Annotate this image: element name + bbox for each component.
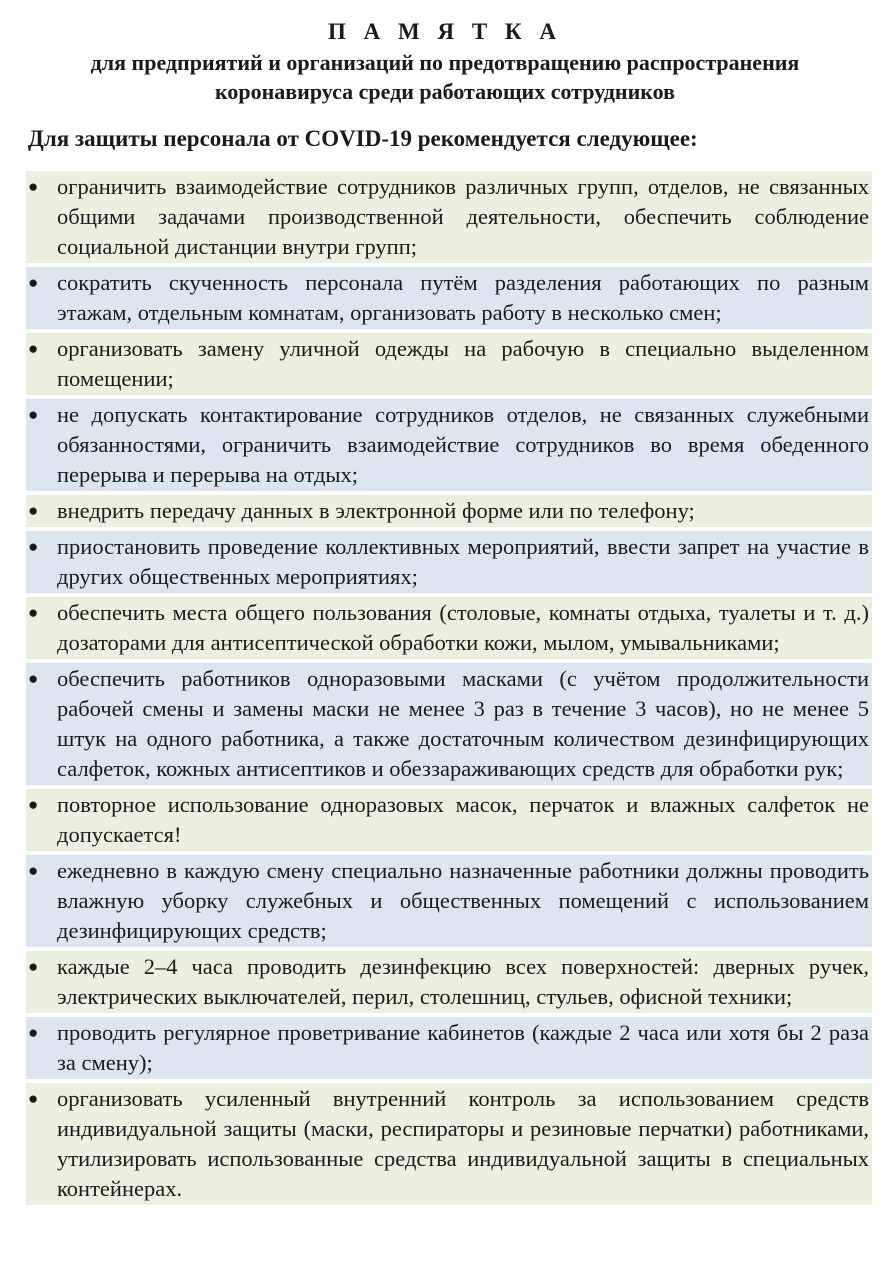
bullet-icon: ● (28, 861, 39, 880)
intro-heading: Для защиты персонала от COVID-19 рекомендуется следующее: (28, 126, 698, 151)
list-item (26, 951, 872, 1013)
list-item-text: приостановить проведение коллективных мероприятий, ввести запрет на участие в других общественных мероприятиях; (57, 534, 869, 589)
list-item-text: сократить скученность персонала путём разделения работающих по разным этажам, отдельным комнатам, организовать работу в несколько смен; (57, 270, 869, 325)
list-item (26, 597, 872, 659)
bullet-icon: ● (28, 795, 39, 814)
bullet-icon: ● (28, 603, 39, 622)
list-item (26, 663, 872, 785)
list-item-text: каждые 2–4 часа проводить дезинфекцию всех поверхностей: дверных ручек, электрических выключателей, перил, столешниц, стульев, офисной техники; (57, 954, 869, 1009)
list-item-text: обеспечить работников одноразовыми масками (с учётом продолжительности рабочей смены и замены маски не менее 3 раз в течение 3 часов), но не менее 5 штук на одного работника, а также достаточным количеством дезинфицирующих салфеток, кожных антисептиков и обеззараживающих средств для обработки рук; (57, 666, 869, 781)
list-item-text: организовать замену уличной одежды на рабочую в специально выделенном помещении; (57, 336, 869, 391)
bullet-icon: ● (28, 1023, 39, 1042)
recommendations-list (26, 171, 872, 1209)
list-item (26, 171, 872, 263)
list-item (26, 399, 872, 491)
list-item (26, 333, 872, 395)
list-item (26, 267, 872, 329)
bullet-icon: ● (28, 273, 39, 292)
page-title: П А М Я Т К А (328, 19, 562, 44)
list-item (26, 1017, 872, 1079)
bullet-icon: ● (28, 339, 39, 358)
bullet-icon: ● (28, 405, 39, 424)
bullet-icon: ● (28, 957, 39, 976)
list-item (26, 531, 872, 593)
list-item (26, 789, 872, 851)
list-item (26, 495, 872, 527)
bullet-icon: ● (28, 501, 39, 520)
list-item-text: ограничить взаимодействие сотрудников различных групп, отделов, не связанных общими задачами производственной деятельности, обеспечить соблюдение социальной дистанции внутри групп; (57, 174, 869, 259)
page-subtitle: для предприятий и организаций по предотвращению распространения коронавируса среди работающих сотрудников (90, 50, 800, 104)
list-item-text: повторное использование одноразовых масок, перчаток и влажных салфеток не допускается! (57, 792, 869, 847)
bullet-icon: ● (28, 177, 39, 196)
list-item-text: внедрить передачу данных в электронной форме или по телефону; (57, 498, 695, 523)
list-item-text: не допускать контактирование сотрудников отделов, не связанных служебными обязанностями, ограничить взаимодействие сотрудников во время обеденного перерыва и перерыва на отдых; (57, 402, 869, 487)
bullet-icon: ● (28, 669, 39, 688)
bullet-icon: ● (28, 1089, 39, 1108)
list-item (26, 1083, 872, 1205)
list-item-text: ежедневно в каждую смену специально назначенные работники должны проводить влажную уборку служебных и общественных помещений с использованием дезинфицирующих средств; (57, 858, 869, 943)
bullet-icon: ● (28, 537, 39, 556)
list-item-text: обеспечить места общего пользования (столовые, комнаты отдыха, туалеты и т. д.) дозаторами для антисептической обработки кожи, мылом, умывальниками; (57, 600, 869, 655)
list-item-text: проводить регулярное проветривание кабинетов (каждые 2 часа или хотя бы 2 раза за смену); (57, 1020, 869, 1075)
list-item-text: организовать усиленный внутренний контроль за использованием средств индивидуальной защиты (маски, респираторы и резиновые перчатки) работниками, утилизировать использованные средства индивидуальной защиты в специальных контейнерах. (57, 1086, 869, 1201)
list-item (26, 855, 872, 947)
